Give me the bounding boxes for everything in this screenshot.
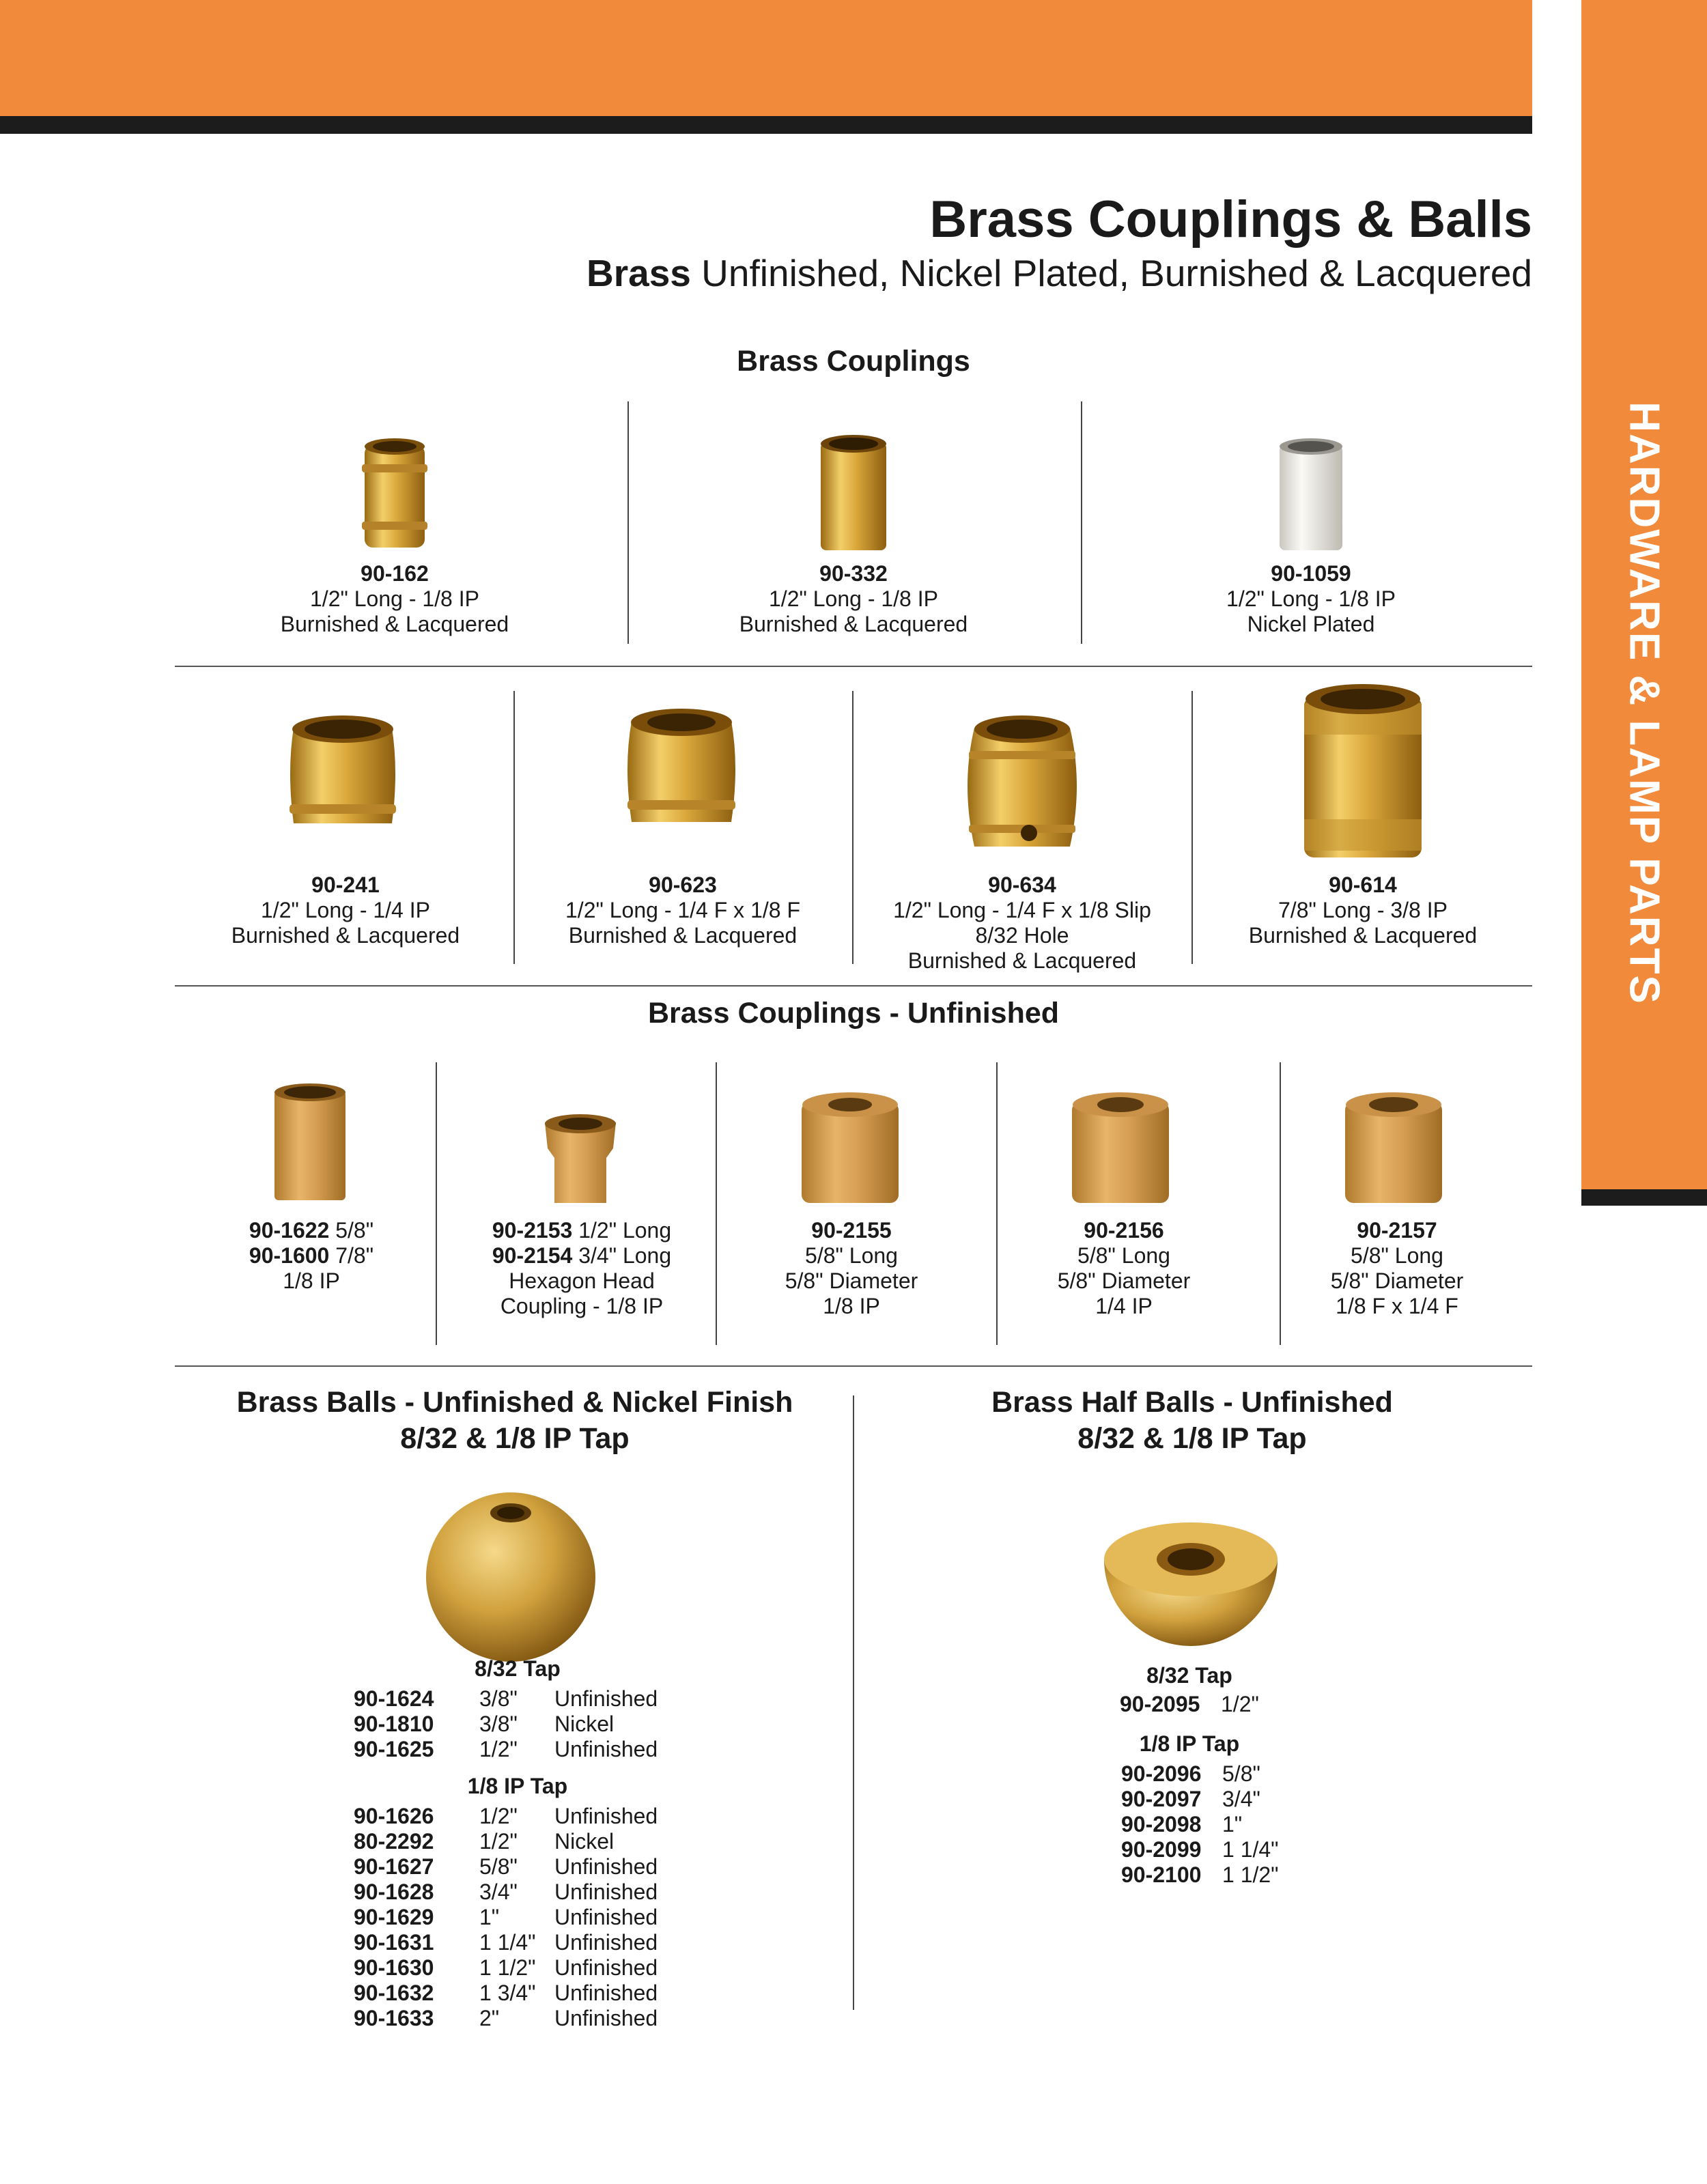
cell-size: 1/2" [479, 1804, 518, 1828]
product-90-332 [739, 561, 968, 637]
product-finish: Burnished & Lacquered [739, 612, 968, 636]
balls-tap2-table [354, 1804, 658, 2031]
coupling-90-241-image [287, 714, 399, 830]
half-balls-tap2-heading: 1/8 IP Tap [1139, 1731, 1240, 1756]
coupling-90-332-image [818, 434, 889, 553]
cell-code: 90-1625 [354, 1737, 434, 1761]
top-dark-band [0, 116, 1532, 134]
product-spec: 7/8" Long - 3/8 IP [1278, 898, 1448, 922]
product-thread: 1/8 IP [823, 1294, 880, 1318]
product-finish: Burnished & Lacquered [280, 612, 509, 636]
cell-size: 1 3/4" [479, 1981, 536, 2005]
product-line [492, 1218, 671, 1243]
section-heading-couplings: Brass Couplings [737, 345, 970, 378]
product-line [249, 1243, 373, 1268]
cell-code: 90-2100 [1121, 1862, 1202, 1887]
product-code: 90-1600 [249, 1243, 330, 1268]
table-row [1121, 1862, 1279, 1888]
cell-finish: Unfinished [554, 1686, 658, 1711]
section-heading-couplings-unfinished: Brass Couplings - Unfinished [647, 997, 1060, 1030]
half-balls-tap1-heading: 8/32 Tap [1146, 1663, 1232, 1688]
top-orange-band [0, 0, 1532, 116]
coupling-90-623-image [623, 706, 739, 829]
coupling-90-2156-image [1069, 1091, 1172, 1206]
product-90-2153-2154 [492, 1218, 671, 1319]
cell-finish: Unfinished [554, 2006, 658, 2030]
heading-line: 8/32 & 1/8 IP Tap [1077, 1422, 1307, 1455]
table-row [354, 1829, 658, 1854]
product-line [249, 1218, 373, 1243]
cell-finish: Nickel [554, 1829, 615, 1854]
product-thread: 1/4 IP [1095, 1294, 1153, 1318]
subtitle-rest: Unfinished, Nickel Plated, Burnished & Lacquered [701, 252, 1532, 294]
product-90-1059 [1226, 561, 1396, 637]
table-row [354, 1712, 658, 1737]
cell-code: 90-1632 [354, 1981, 434, 2005]
coupling-90-2157-image [1342, 1091, 1445, 1206]
coupling-90-2155-image [799, 1091, 901, 1206]
cell-size: 1/2" [479, 1829, 518, 1854]
cell-code: 80-2292 [354, 1829, 434, 1854]
product-finish: Nickel Plated [1247, 612, 1375, 636]
table-row [354, 1981, 658, 2006]
coupling-90-634-image [963, 710, 1081, 856]
section-heading-half-balls [991, 1386, 1393, 1456]
cell-finish: Unfinished [554, 1955, 658, 1980]
cell-size: 1/2" [479, 1737, 518, 1761]
cell-code: 90-1633 [354, 2006, 434, 2030]
table-row [354, 1930, 658, 1955]
product-spec: 5/8" Long [1077, 1243, 1170, 1268]
product-90-2157 [1331, 1218, 1464, 1319]
page-title: Brass Couplings & Balls [929, 190, 1532, 249]
product-90-2155 [785, 1218, 918, 1319]
divider [853, 1395, 854, 2010]
table-row [1120, 1692, 1259, 1717]
table-row [354, 2006, 658, 2031]
product-code: 90-1622 [249, 1218, 330, 1243]
side-tab-bar [1581, 1189, 1707, 1206]
cell-size: 3/4" [479, 1880, 518, 1904]
cell-size: 1 1/2" [479, 1955, 536, 1980]
divider [1081, 401, 1082, 644]
divider [175, 666, 1532, 667]
table-row [354, 1804, 658, 1829]
table-row [1121, 1761, 1279, 1787]
product-spec: 1/2" Long - 1/8 IP [310, 586, 479, 611]
cell-size: 2" [479, 2006, 500, 2030]
cell-finish: Unfinished [554, 1905, 658, 1929]
table-row [354, 1905, 658, 1930]
cell-size: 5/8" [479, 1854, 518, 1879]
product-code: 90-614 [1329, 873, 1397, 897]
product-spec: 1/2" Long - 1/4 F x 1/8 F [565, 898, 800, 922]
table-row [354, 1880, 658, 1905]
half-balls-tap2-table [1121, 1761, 1279, 1888]
heading-line: Brass Half Balls - Unfinished [991, 1386, 1393, 1419]
product-thread: 1/8 F x 1/4 F [1336, 1294, 1458, 1318]
product-code: 90-162 [361, 561, 429, 586]
product-code: 90-1059 [1271, 561, 1351, 586]
brass-half-ball-image [1100, 1516, 1282, 1652]
product-diameter: 5/8" Diameter [785, 1268, 918, 1293]
divider [513, 691, 515, 964]
cell-finish: Unfinished [554, 1804, 658, 1828]
product-spec: 1/2" Long - 1/4 F x 1/8 Slip [893, 898, 1151, 922]
divider [175, 1365, 1532, 1367]
product-code: 90-2153 [492, 1218, 573, 1243]
divider [175, 985, 1532, 987]
cell-code: 90-1628 [354, 1880, 434, 1904]
divider [627, 401, 629, 644]
divider [436, 1062, 437, 1345]
cell-size: 3/8" [479, 1686, 518, 1711]
cell-code: 90-2095 [1120, 1692, 1200, 1716]
product-spec: 1/2" Long - 1/8 IP [1226, 586, 1396, 611]
product-spec: 1/2" Long - 1/8 IP [769, 586, 938, 611]
coupling-90-1622-image [272, 1083, 348, 1204]
cell-code: 90-1631 [354, 1930, 434, 1955]
cell-size: 1" [1222, 1812, 1243, 1836]
product-hole: 8/32 Hole [975, 923, 1069, 948]
product-code: 90-2156 [1084, 1218, 1164, 1243]
product-finish: Burnished & Lacquered [231, 923, 460, 948]
product-spec: 5/8" [329, 1218, 374, 1243]
cell-code: 90-2098 [1121, 1812, 1202, 1836]
coupling-90-1059-image [1277, 437, 1345, 553]
cell-size: 1 1/4" [1222, 1837, 1279, 1862]
product-90-1622-1600 [249, 1218, 373, 1294]
cell-size: 5/8" [1222, 1761, 1260, 1786]
heading-line: 8/32 & 1/8 IP Tap [400, 1422, 630, 1455]
product-90-2156 [1058, 1218, 1191, 1319]
table-row [354, 1686, 658, 1712]
product-finish: Burnished & Lacquered [907, 948, 1137, 973]
product-desc: Coupling - 1/8 IP [500, 1294, 664, 1318]
product-90-634 [893, 873, 1151, 974]
heading-line: Brass Balls - Unfinished & Nickel Finish [236, 1386, 793, 1419]
balls-tap1-heading: 8/32 Tap [475, 1656, 561, 1681]
cell-code: 90-1810 [354, 1712, 434, 1736]
balls-tap1-table [354, 1686, 658, 1762]
coupling-90-614-image [1300, 683, 1426, 862]
product-code: 90-623 [649, 873, 717, 897]
brass-ball-image [423, 1488, 598, 1664]
product-spec: 1/2" Long - 1/4 IP [261, 898, 430, 922]
divider [852, 691, 854, 964]
cell-finish: Unfinished [554, 1930, 658, 1955]
cell-finish: Unfinished [554, 1981, 658, 2005]
divider [716, 1062, 717, 1345]
table-row [354, 1955, 658, 1981]
product-code: 90-2155 [811, 1218, 892, 1243]
product-90-162 [281, 561, 509, 637]
cell-code: 90-2099 [1121, 1837, 1202, 1862]
product-spec: 5/8" Long [1351, 1243, 1443, 1268]
cell-code: 90-1627 [354, 1854, 434, 1879]
product-code: 90-241 [311, 873, 380, 897]
table-row [1121, 1837, 1279, 1862]
cell-finish: Nickel [554, 1712, 615, 1736]
cell-size: 1" [479, 1905, 500, 1929]
product-spec: 1/2" Long [572, 1218, 672, 1243]
half-balls-tap1-table [1120, 1692, 1259, 1717]
cell-finish: Unfinished [554, 1854, 658, 1879]
divider [996, 1062, 998, 1345]
cell-size: 1 1/4" [479, 1930, 536, 1955]
cell-code: 90-1626 [354, 1804, 434, 1828]
table-row [354, 1737, 658, 1762]
product-code: 90-2154 [492, 1243, 573, 1268]
product-code: 90-332 [819, 561, 888, 586]
divider [1191, 691, 1193, 964]
product-spec: 7/8" [329, 1243, 374, 1268]
table-row [1121, 1812, 1279, 1837]
cell-code: 90-2097 [1121, 1787, 1202, 1811]
product-code: 90-2157 [1357, 1218, 1437, 1243]
balls-tap2-heading: 1/8 IP Tap [467, 1774, 568, 1798]
product-thread: 1/8 IP [283, 1268, 340, 1293]
product-finish: Burnished & Lacquered [1248, 923, 1478, 948]
product-spec: 5/8" Long [805, 1243, 898, 1268]
cell-size: 1/2" [1221, 1692, 1259, 1716]
product-finish: Burnished & Lacquered [568, 923, 798, 948]
product-code: 90-634 [988, 873, 1056, 897]
cell-finish: Unfinished [554, 1737, 658, 1761]
cell-size: 3/4" [1222, 1787, 1260, 1811]
side-tab-label: HARDWARE & LAMP PARTS [1620, 401, 1668, 1005]
cell-finish: Unfinished [554, 1880, 658, 1904]
subtitle-bold: Brass [587, 252, 691, 294]
cell-size: 1 1/2" [1222, 1862, 1279, 1887]
product-spec: 3/4" Long [572, 1243, 672, 1268]
product-90-623 [565, 873, 800, 948]
product-line [492, 1243, 671, 1268]
table-row [354, 1854, 658, 1880]
product-90-614 [1249, 873, 1477, 948]
coupling-90-2153-image [542, 1110, 619, 1207]
cell-code: 90-1624 [354, 1686, 434, 1711]
product-diameter: 5/8" Diameter [1057, 1268, 1191, 1293]
cell-code: 90-2096 [1121, 1761, 1202, 1786]
coupling-90-162-image [361, 437, 429, 553]
page-subtitle [587, 251, 1532, 295]
product-90-241 [231, 873, 460, 948]
product-desc: Hexagon Head [509, 1268, 655, 1293]
cell-size: 3/8" [479, 1712, 518, 1736]
cell-code: 90-1629 [354, 1905, 434, 1929]
divider [1280, 1062, 1281, 1345]
table-row [1121, 1787, 1279, 1812]
cell-code: 90-1630 [354, 1955, 434, 1980]
section-heading-balls [237, 1386, 793, 1456]
product-diameter: 5/8" Diameter [1330, 1268, 1464, 1293]
